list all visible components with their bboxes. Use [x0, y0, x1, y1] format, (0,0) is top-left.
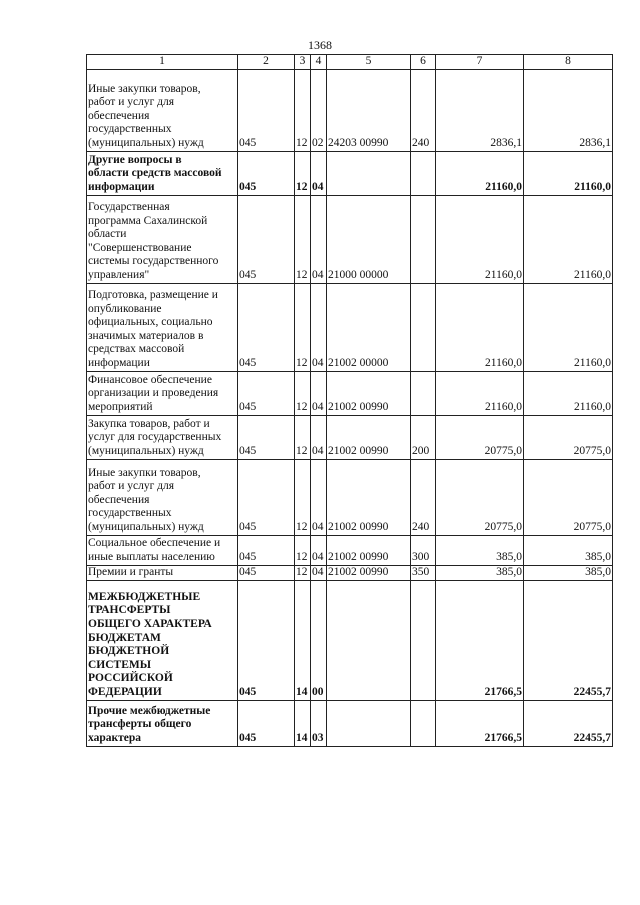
section-code: 12 [296, 566, 308, 578]
header-col-5: 5 [327, 55, 411, 70]
subsection-code-cell [311, 415, 327, 459]
amount-year-1-cell [436, 415, 524, 459]
page-number: 1368 [308, 38, 332, 52]
subsection-code: 04 [312, 445, 324, 457]
amount-year-2: 22455,7 [573, 732, 611, 744]
ministry-code: 045 [239, 181, 257, 193]
section-code-cell [295, 700, 311, 746]
section-code: 14 [296, 686, 308, 698]
section-code-cell [295, 565, 311, 580]
section-code-cell [295, 151, 311, 195]
amount-year-2-cell [524, 195, 613, 283]
row-name-cell [87, 700, 238, 746]
expense-type-code-cell [411, 69, 436, 151]
ministry-code-cell [238, 565, 295, 580]
amount-year-2-cell [524, 535, 613, 565]
section-code: 14 [296, 732, 308, 744]
amount-year-2: 2836,1 [579, 137, 611, 149]
expense-type-code-cell [411, 415, 436, 459]
amount-year-1: 21160,0 [485, 401, 522, 413]
amount-year-1-cell [436, 283, 524, 371]
subsection-code: 03 [312, 732, 324, 744]
amount-year-1: 21160,0 [485, 269, 522, 281]
row-name: Иные закупки товаров, работ и услуг для обеспечения государственных (муниципальных) нужд [88, 82, 204, 149]
section-code: 12 [296, 445, 308, 457]
amount-year-2: 385,0 [585, 551, 611, 563]
subsection-code-cell [311, 700, 327, 746]
amount-year-1: 385,0 [496, 566, 522, 578]
amount-year-2-cell [524, 371, 613, 415]
target-article-code-cell [327, 565, 411, 580]
subsection-code-cell [311, 371, 327, 415]
amount-year-1: 21160,0 [485, 357, 522, 369]
target-article-code-cell [327, 283, 411, 371]
expense-type-code-cell [411, 371, 436, 415]
target-article-code: 21002 00990 [328, 521, 389, 533]
section-code: 12 [296, 521, 308, 533]
row-name: Другие вопросы в области средств массовой информации [88, 153, 222, 193]
expense-type-code: 200 [412, 445, 430, 457]
header-col-7: 7 [436, 55, 524, 70]
header-col-3: 3 [295, 55, 311, 70]
subsection-code-cell [311, 580, 327, 700]
amount-year-1-cell [436, 565, 524, 580]
amount-year-1-cell [436, 459, 524, 535]
section-code-cell [295, 415, 311, 459]
section-code-cell [295, 69, 311, 151]
target-article-code-cell [327, 151, 411, 195]
row-name-cell [87, 151, 238, 195]
table-row [87, 151, 613, 195]
section-code-cell [295, 195, 311, 283]
amount-year-1: 20775,0 [484, 445, 522, 457]
ministry-code-cell [238, 371, 295, 415]
amount-year-1: 21160,0 [485, 181, 522, 193]
section-code: 12 [296, 551, 308, 563]
budget-table [86, 54, 613, 747]
table-row [87, 535, 613, 565]
target-article-code-cell [327, 371, 411, 415]
subsection-code: 04 [312, 181, 324, 193]
row-name: Социальное обеспечение и иные выплаты населению [88, 537, 221, 563]
ministry-code-cell [238, 151, 295, 195]
section-code: 12 [296, 269, 308, 281]
amount-year-2-cell [524, 69, 613, 151]
subsection-code: 04 [312, 269, 324, 281]
expense-type-code-cell [411, 700, 436, 746]
expense-type-code: 300 [412, 551, 430, 563]
row-name-cell [87, 415, 238, 459]
table-header-row [87, 55, 613, 70]
row-name: Подготовка, размещение и опубликование официальных, социально значимых материалов в средствах массовой информации [88, 289, 218, 369]
row-name: Закупка товаров, работ и услуг для государственных (муниципальных) нужд [88, 417, 222, 457]
amount-year-2-cell [524, 565, 613, 580]
table-row [87, 283, 613, 371]
ministry-code-cell [238, 283, 295, 371]
row-name: Государственная программа Сахалинской области "Совершенствование системы государственного управления" [88, 201, 219, 281]
row-name-cell [87, 371, 238, 415]
table-row [87, 69, 613, 151]
row-name: Прочие межбюджетные трансферты общего характера [88, 704, 211, 744]
expense-type-code-cell [411, 151, 436, 195]
subsection-code-cell [311, 535, 327, 565]
section-code-cell [295, 580, 311, 700]
target-article-code: 24203 00990 [328, 137, 389, 149]
amount-year-2: 20775,0 [573, 521, 611, 533]
table-row [87, 415, 613, 459]
target-article-code: 21002 00990 [328, 551, 389, 563]
amount-year-1-cell [436, 151, 524, 195]
section-code: 12 [296, 137, 308, 149]
ministry-code-cell [238, 195, 295, 283]
amount-year-2: 20775,0 [573, 445, 611, 457]
table-row [87, 371, 613, 415]
header-col-2: 2 [238, 55, 295, 70]
row-name-cell [87, 565, 238, 580]
subsection-code: 04 [312, 566, 324, 578]
ministry-code-cell [238, 580, 295, 700]
table-row [87, 580, 613, 700]
expense-type-code-cell [411, 535, 436, 565]
amount-year-1: 385,0 [496, 551, 522, 563]
subsection-code: 00 [312, 686, 324, 698]
ministry-code: 045 [239, 401, 257, 413]
target-article-code-cell [327, 700, 411, 746]
subsection-code: 04 [312, 551, 324, 563]
ministry-code-cell [238, 535, 295, 565]
expense-type-code-cell [411, 565, 436, 580]
expense-type-code-cell [411, 283, 436, 371]
amount-year-1-cell [436, 195, 524, 283]
row-name-cell [87, 580, 238, 700]
subsection-code-cell [311, 459, 327, 535]
amount-year-1: 21766,5 [484, 686, 522, 698]
section-code-cell [295, 459, 311, 535]
ministry-code: 045 [239, 357, 257, 369]
ministry-code: 045 [239, 269, 257, 281]
ministry-code-cell [238, 700, 295, 746]
amount-year-2: 21160,0 [574, 401, 611, 413]
row-name-cell [87, 195, 238, 283]
amount-year-2: 21160,0 [574, 181, 611, 193]
amount-year-2-cell [524, 700, 613, 746]
target-article-code: 21000 00000 [328, 269, 389, 281]
subsection-code-cell [311, 151, 327, 195]
target-article-code-cell [327, 580, 411, 700]
row-name-cell [87, 69, 238, 151]
amount-year-2-cell [524, 415, 613, 459]
ministry-code-cell [238, 415, 295, 459]
subsection-code-cell [311, 69, 327, 151]
subsection-code-cell [311, 565, 327, 580]
header-col-8: 8 [524, 55, 613, 70]
amount-year-1-cell [436, 371, 524, 415]
table-row [87, 195, 613, 283]
subsection-code-cell [311, 195, 327, 283]
expense-type-code-cell [411, 580, 436, 700]
amount-year-2: 22455,7 [573, 686, 611, 698]
subsection-code: 02 [312, 137, 324, 149]
section-code: 12 [296, 401, 308, 413]
section-code-cell [295, 535, 311, 565]
target-article-code: 21002 00990 [328, 566, 389, 578]
ministry-code: 045 [239, 551, 257, 563]
target-article-code-cell [327, 195, 411, 283]
expense-type-code-cell [411, 195, 436, 283]
header-col-6: 6 [411, 55, 436, 70]
section-code-cell [295, 371, 311, 415]
amount-year-2-cell [524, 459, 613, 535]
section-code-cell [295, 283, 311, 371]
row-name: МЕЖБЮДЖЕТНЫЕ ТРАНСФЕРТЫ ОБЩЕГО ХАРАКТЕРА БЮДЖЕТАМ БЮДЖЕТНОЙ СИСТЕМЫ РОССИЙСКОЙ ФЕДЕРАЦИИ [88, 590, 212, 698]
ministry-code-cell [238, 459, 295, 535]
amount-year-1: 21766,5 [484, 732, 522, 744]
amount-year-2: 21160,0 [574, 357, 611, 369]
amount-year-1-cell [436, 69, 524, 151]
row-name: Финансовое обеспечение организации и проведения мероприятий [88, 373, 219, 413]
expense-type-code: 240 [412, 137, 430, 149]
ministry-code-cell [238, 69, 295, 151]
subsection-code: 04 [312, 357, 324, 369]
amount-year-2-cell [524, 283, 613, 371]
section-code: 12 [296, 181, 308, 193]
expense-type-code: 350 [412, 566, 430, 578]
amount-year-1-cell [436, 535, 524, 565]
header-col-1: 1 [87, 55, 238, 70]
amount-year-2-cell [524, 151, 613, 195]
ministry-code: 045 [239, 566, 257, 578]
subsection-code: 04 [312, 521, 324, 533]
target-article-code-cell [327, 459, 411, 535]
target-article-code-cell [327, 535, 411, 565]
header-col-4: 4 [311, 55, 327, 70]
target-article-code: 21002 00000 [328, 357, 389, 369]
expense-type-code-cell [411, 459, 436, 535]
target-article-code-cell [327, 415, 411, 459]
ministry-code: 045 [239, 686, 257, 698]
ministry-code: 045 [239, 521, 257, 533]
target-article-code-cell [327, 69, 411, 151]
subsection-code-cell [311, 283, 327, 371]
section-code: 12 [296, 357, 308, 369]
table-row [87, 459, 613, 535]
target-article-code: 21002 00990 [328, 401, 389, 413]
row-name-cell [87, 459, 238, 535]
amount-year-2-cell [524, 580, 613, 700]
table-body [87, 69, 613, 746]
amount-year-1-cell [436, 580, 524, 700]
amount-year-2: 21160,0 [574, 269, 611, 281]
row-name-cell [87, 535, 238, 565]
table-row [87, 565, 613, 580]
amount-year-2: 385,0 [585, 566, 611, 578]
amount-year-1: 2836,1 [490, 137, 522, 149]
row-name: Премии и гранты [88, 566, 174, 578]
ministry-code: 045 [239, 445, 257, 457]
amount-year-1: 20775,0 [484, 521, 522, 533]
target-article-code: 21002 00990 [328, 445, 389, 457]
ministry-code: 045 [239, 137, 257, 149]
table-row [87, 700, 613, 746]
ministry-code: 045 [239, 732, 257, 744]
subsection-code: 04 [312, 401, 324, 413]
expense-type-code: 240 [412, 521, 430, 533]
amount-year-1-cell [436, 700, 524, 746]
row-name-cell [87, 283, 238, 371]
row-name: Иные закупки товаров, работ и услуг для обеспечения государственных (муниципальных) нужд [88, 466, 204, 533]
